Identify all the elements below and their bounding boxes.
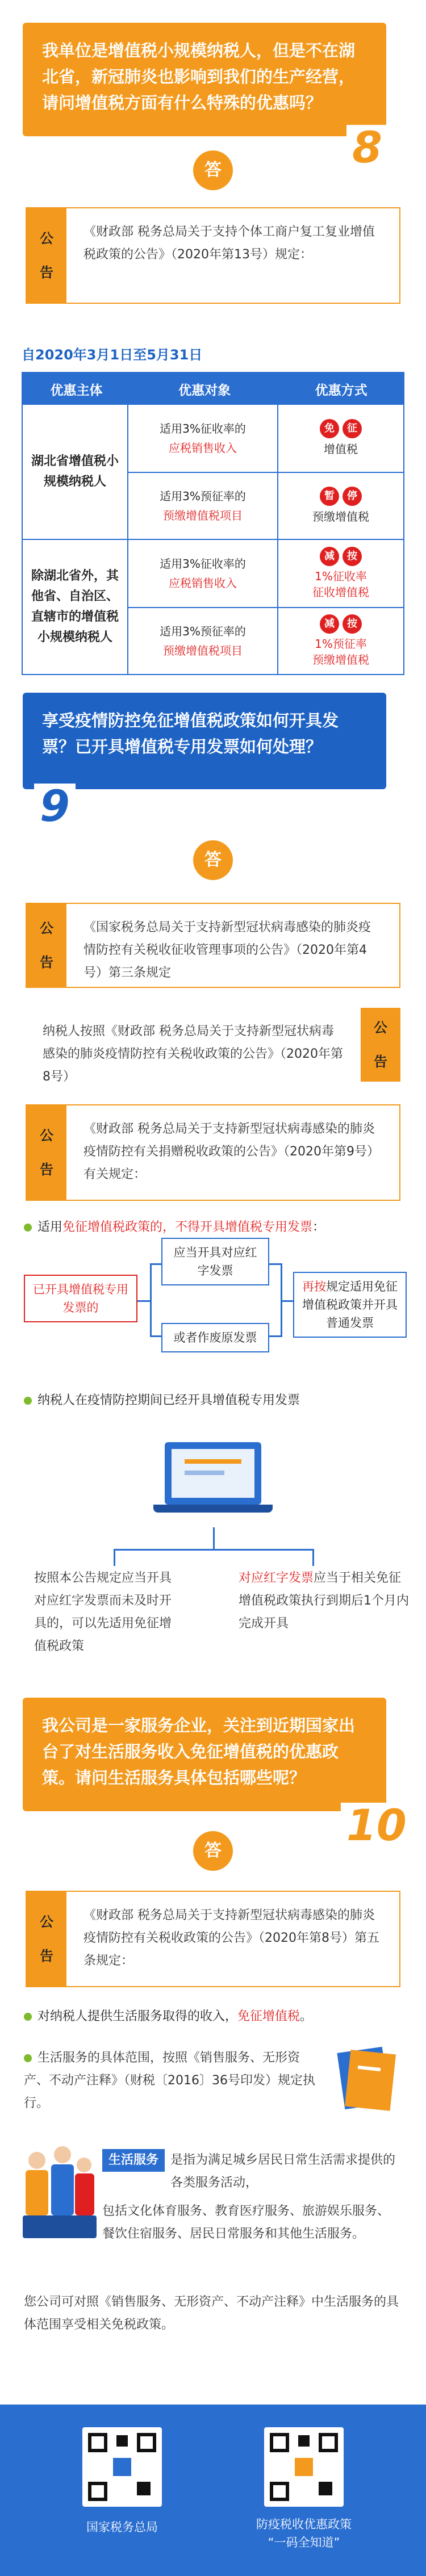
announcement-tag: 公 告 [27, 904, 66, 987]
table-row [128, 472, 403, 539]
flow-reissue-box: 再按规定适用免征增值税政策并开具普通发票 [293, 1272, 407, 1338]
flow-right-text: 对应红字发票应当于相关免征增值税政策执行到期后1个月内完成开具 [239, 1571, 409, 1631]
subject-cell: 除湖北省外，其他省、自治区、直辖市的增值税小规模纳税人 [23, 540, 128, 674]
table-group-hubei [23, 405, 403, 539]
announcement-tag: 公 告 [27, 208, 66, 303]
announcement-tag: 公 告 [27, 1892, 66, 1986]
q10-question-banner [23, 1698, 386, 1811]
announcement-text: 《财政部 税务总局关于支持新型冠状病毒感染的肺炎疫情防控有关税收政策的公告》（2020年第8号）第五条规定： [83, 1908, 379, 1968]
method-cell: 减 按 1%征收率 征收增值税 [278, 540, 403, 607]
q8-question-banner [23, 23, 386, 136]
q9-question-text: 享受疫情防控免征增值税政策如何开具发票？已开具增值税专用发票如何处理？ [42, 711, 339, 756]
method-pill: 按 [343, 614, 362, 634]
date-range: 自2020年3月1日至5月31日 [22, 347, 203, 363]
q10-number: 10 [341, 1803, 412, 1848]
table-row [128, 405, 403, 472]
policy-table [22, 372, 404, 675]
living-definition: 是指为满足城乡居民日常生活需求提供的各类服务活动， [170, 2153, 396, 2190]
announcement-text: 纳税人按照《财政部 税务总局关于支持新型冠状病毒感染的肺炎疫情防控有关税收政策的公告》（2020年第8号） [43, 1024, 343, 1084]
table-header [23, 373, 403, 405]
flow-left-text: 按照本公告规定应当开具对应红字发票而未及时开具的，可以先适用免征增值税政策 [34, 1571, 172, 1653]
object-cell: 适用3%征收率的 应税销售收入 [128, 405, 278, 472]
qr-code-sat[interactable] [82, 2427, 162, 2507]
announcement-tag: 公 告 [361, 1008, 400, 1082]
object-cell: 适用3%预征率的 预缴增值税项目 [128, 608, 278, 674]
header-method: 优惠方式 [315, 383, 367, 398]
people-illustration [23, 2141, 97, 2243]
header-object: 优惠对象 [178, 383, 231, 398]
bullet-icon [24, 2013, 32, 2021]
footer-right-label: 防疫税收优惠政策 “一码全知道” [256, 2518, 352, 2549]
q10-answer-badge: 答 [193, 1831, 233, 1871]
announcement-tag: 公 告 [27, 1105, 66, 1200]
flow-red-invoice-box: 应当开具对应红字发票 [161, 1238, 269, 1285]
table-row [128, 540, 403, 607]
footer-left-label: 国家税务总局 [86, 2520, 158, 2534]
object-cell: 适用3%预征率的 预缴增值税项目 [128, 473, 278, 539]
flow-note-2: 纳税人在疫情防控期间已经开具增值税专用发票 [24, 1391, 300, 1410]
living-service-tag: 生活服务 [102, 2149, 165, 2172]
q8-answer-badge: 答 [193, 150, 233, 190]
closing-text: 您公司可对照《销售服务、无形资产、不动产注释》中生活服务的具体范围享受相关免税政策。 [24, 2295, 399, 2332]
flow-issued-box: 已开具增值税专用发票的 [24, 1275, 137, 1322]
flow-note-1: 适用免征增值税政策的，不得开具增值税专用发票： [24, 1218, 325, 1237]
bullet-icon [24, 2054, 32, 2062]
laptop-illustration [153, 1442, 273, 1522]
method-cell: 免 征 增值税 [278, 405, 403, 472]
announcement-2 [26, 903, 400, 988]
living-bullet-2: 生活服务的具体范围，按照《销售服务、无形资产、不动产注释》（财税〔2016〕36号印发）规定执行。 [24, 2051, 315, 2110]
q9-question-banner [23, 693, 386, 789]
living-bullet-1: 对纳税人提供生活服务取得的收入，免征增值税。 [24, 2007, 312, 2026]
method-pill: 停 [343, 487, 362, 506]
method-pill: 减 [320, 547, 339, 566]
header-subject: 优惠主体 [50, 383, 103, 398]
bullet-icon [24, 1224, 32, 1232]
method-pill: 征 [343, 419, 362, 438]
q9-answer-badge: 答 [193, 840, 233, 880]
footer [0, 2405, 426, 2576]
announcement-3 [26, 1008, 400, 1082]
announcement-text: 《财政部 税务总局关于支持新型冠状病毒感染的肺炎疫情防控有关捐赠税收政策的公告》（2020年第9号）有关规定： [83, 1122, 379, 1182]
method-pill: 按 [343, 547, 362, 566]
q9-number: 9 [34, 784, 76, 829]
announcement-text: 《国家税务总局关于支持新型冠状病毒感染的肺炎疫情防控有关税收征收管理事项的公告》（2020年第4号）第三条规定 [83, 920, 371, 980]
living-includes: 包括文化体育服务、教育医疗服务、旅游娱乐服务、餐饮住宿服务、居民日常服务和其他生活服务。 [102, 2204, 390, 2241]
flow-void-box: 或者作废原发票 [161, 1323, 269, 1352]
q8-question-text: 我单位是增值税小规模纳税人，但是不在湖北省，新冠肺炎也影响到我们的生产经营，请问增值税方面有什么特殊的优惠吗？ [42, 41, 356, 112]
announcement-4 [26, 1104, 400, 1201]
method-pill: 免 [320, 419, 339, 438]
announcement-text: 《财政部 税务总局关于支持个体工商户复工复业增值税政策的公告》（2020年第13号）规定： [83, 225, 375, 262]
announcement-1 [26, 207, 400, 304]
q8-number: 8 [346, 125, 388, 170]
method-cell: 减 按 1%预征率 预缴增值税 [278, 608, 403, 674]
subject-cell: 湖北省增值税小规模纳税人 [23, 405, 128, 539]
table-group-other [23, 539, 403, 674]
bullet-icon [24, 1397, 32, 1405]
q10-question-text: 我公司是一家服务企业，关注到近期国家出台了对生活服务收入免征增值税的优惠政策。请问生活服务具体包括哪些呢？ [42, 1716, 356, 1787]
announcement-5 [26, 1891, 400, 1987]
method-cell: 暂 停 预缴增值税 [278, 473, 403, 539]
object-cell: 适用3%征收率的 应税销售收入 [128, 540, 278, 607]
method-pill: 暂 [320, 487, 339, 506]
qr-code-policy[interactable] [264, 2427, 344, 2507]
table-row [128, 607, 403, 674]
books-illustration [335, 2044, 398, 2112]
method-pill: 减 [320, 614, 339, 634]
